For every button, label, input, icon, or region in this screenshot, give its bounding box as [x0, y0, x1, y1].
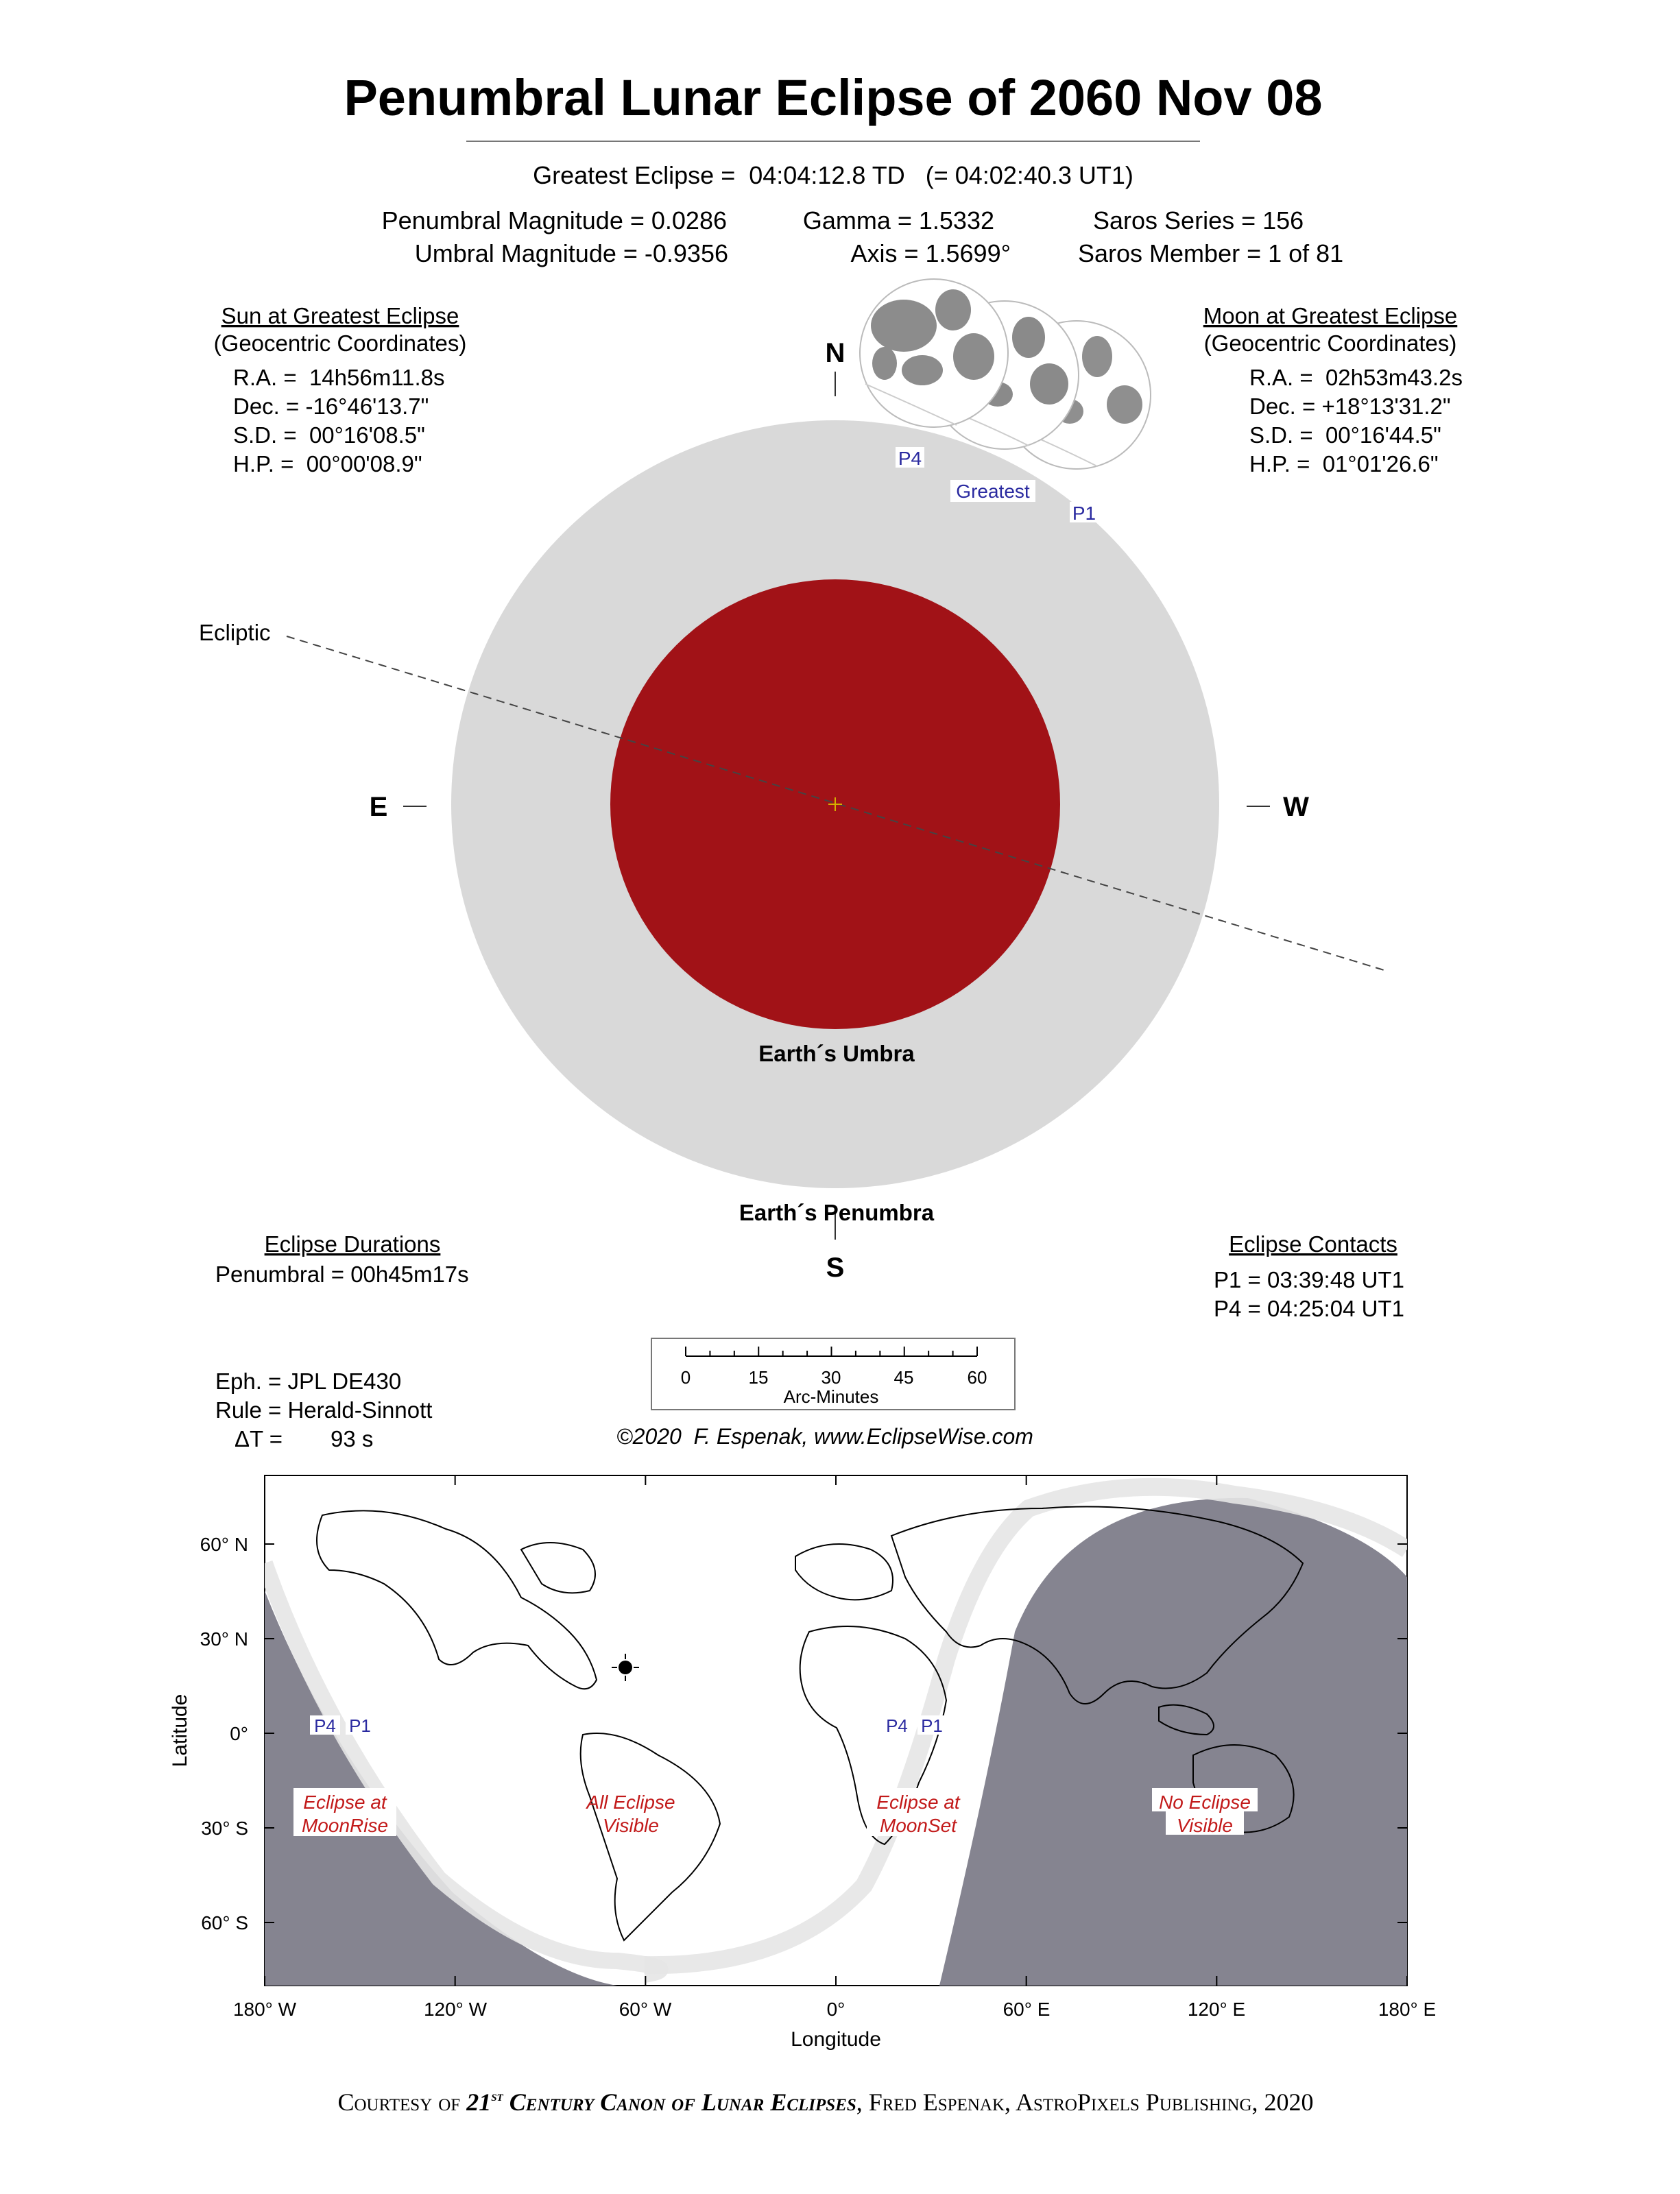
contacts-heading: Eclipse Contacts: [1229, 1231, 1397, 1257]
penumbra-label: Earth´s Penumbra: [739, 1200, 935, 1225]
sun-subheading: (Geocentric Coordinates): [213, 330, 467, 356]
axis-value: Axis = 1.5699°: [850, 239, 1011, 267]
contact-p4: P4 = 04:25:04 UT1: [1214, 1296, 1404, 1321]
moon-label-p1: P1: [1072, 503, 1096, 524]
moon-sd: S.D. = 00°16'44.5": [1249, 422, 1441, 448]
svg-text:Eclipse at: Eclipse at: [876, 1792, 960, 1813]
footer-courtesy: Courtesy of 21st Century Canon of Lunar Eclipses, Fred Espenak, AstroPixels Publishing, 2020: [337, 2087, 1314, 2116]
delta-t-label: ΔT =: [235, 1426, 283, 1451]
umbral-magnitude: Umbral Magnitude = -0.9356: [414, 239, 728, 267]
lon-tick-180w: 180° W: [232, 1999, 297, 2020]
sun-sd: S.D. = 00°16'08.5": [233, 422, 425, 448]
sun-coordinates: [214, 303, 467, 477]
umbra-label: Earth´s Umbra: [758, 1041, 915, 1066]
scale-tick-60: 60: [967, 1367, 987, 1388]
lat-tick-60s: 60° S: [201, 1912, 248, 1933]
lat-tick-0: 0°: [230, 1723, 248, 1744]
map-marker-p4-left: P4: [314, 1715, 336, 1736]
delta-t-value: 93 s: [331, 1426, 374, 1451]
credit-line: ©2020 F. Espenak, www.EclipseWise.com: [616, 1424, 1033, 1449]
region-label-moonrise: [293, 1788, 396, 1836]
map-xlabel: Longitude: [791, 2028, 881, 2051]
map-marker-p1-left: P1: [349, 1715, 371, 1736]
map-marker-p4-right: P4: [886, 1715, 908, 1736]
east-label: E: [369, 792, 388, 822]
scale-tick-0: 0: [680, 1367, 691, 1388]
svg-text:MoonRise: MoonRise: [301, 1815, 389, 1836]
map-ylabel: Latitude: [169, 1693, 191, 1768]
moon-hp: H.P. = 01°01'26.6": [1249, 451, 1439, 477]
svg-text:All Eclipse: All Eclipse: [586, 1792, 675, 1813]
moon-p4: [860, 279, 1008, 427]
sun-ra: R.A. = 14h56m11.8s: [233, 365, 445, 390]
scale-tick-45: 45: [893, 1367, 914, 1388]
sun-heading: Sun at Greatest Eclipse: [221, 303, 459, 328]
south-label: S: [826, 1253, 845, 1283]
lon-tick-0: 0°: [826, 1999, 845, 2020]
moon-dec: Dec. = +18°13'31.2": [1249, 394, 1451, 419]
svg-text:MoonSet: MoonSet: [879, 1815, 957, 1836]
ephemeris: Eph. = JPL DE430: [215, 1369, 402, 1394]
page-title: Penumbral Lunar Eclipse of 2060 Nov 08: [344, 69, 1323, 126]
moon-heading: Moon at Greatest Eclipse: [1203, 303, 1458, 328]
saros-member: Saros Member = 1 of 81: [1078, 239, 1344, 267]
penumbral-magnitude: Penumbral Magnitude = 0.0286: [381, 206, 727, 234]
svg-text:No Eclipse: No Eclipse: [1159, 1792, 1251, 1813]
durations-heading: Eclipse Durations: [264, 1231, 441, 1257]
ecliptic-label: Ecliptic: [199, 620, 271, 645]
moon-label-greatest: Greatest: [956, 481, 1030, 502]
svg-text:Visible: Visible: [1177, 1815, 1233, 1836]
lon-tick-120w: 120° W: [423, 1999, 488, 2020]
lon-tick-60e: 60° E: [1003, 1999, 1051, 2020]
north-label: N: [825, 338, 845, 368]
visibility-map: [169, 1475, 1436, 2051]
region-label-no-eclipse: [1152, 1788, 1258, 1836]
map-marker-p1-right: P1: [921, 1715, 943, 1736]
moon-ra: R.A. = 02h53m43.2s: [1249, 365, 1463, 390]
delta-t-rule: Rule = Herald-Sinnott: [215, 1397, 433, 1423]
lon-tick-180e: 180° E: [1378, 1999, 1437, 2020]
penumbral-duration: Penumbral = 00h45m17s: [215, 1262, 469, 1287]
lat-tick-60n: 60° N: [200, 1534, 248, 1555]
saros-series: Saros Series = 156: [1093, 206, 1304, 234]
contact-p1: P1 = 03:39:48 UT1: [1214, 1267, 1404, 1292]
sun-hp: H.P. = 00°00'08.9": [233, 451, 422, 477]
moon-subheading: (Geocentric Coordinates): [1203, 330, 1457, 356]
svg-text:Eclipse at: Eclipse at: [303, 1792, 387, 1813]
svg-text:Visible: Visible: [603, 1815, 659, 1836]
lon-tick-60w: 60° W: [619, 1999, 672, 2020]
moon-label-p4: P4: [898, 448, 922, 469]
sun-dec: Dec. = -16°46'13.7": [233, 394, 429, 419]
lat-tick-30n: 30° N: [200, 1628, 248, 1650]
moon-coordinates: [1203, 303, 1463, 477]
lat-tick-30s: 30° S: [201, 1818, 248, 1839]
scale-tick-15: 15: [748, 1367, 769, 1388]
arc-minute-scale: [651, 1338, 1015, 1410]
west-label: W: [1283, 792, 1309, 822]
gamma-value: Gamma = 1.5332: [802, 206, 994, 234]
scale-label: Arc-Minutes: [783, 1386, 879, 1407]
region-label-moonset: [867, 1788, 970, 1836]
lon-tick-120e: 120° E: [1187, 1999, 1246, 2020]
greatest-eclipse-text: Greatest Eclipse = 04:04:12.8 TD (= 04:02:40.3 UT1): [533, 161, 1133, 189]
scale-tick-30: 30: [821, 1367, 841, 1388]
